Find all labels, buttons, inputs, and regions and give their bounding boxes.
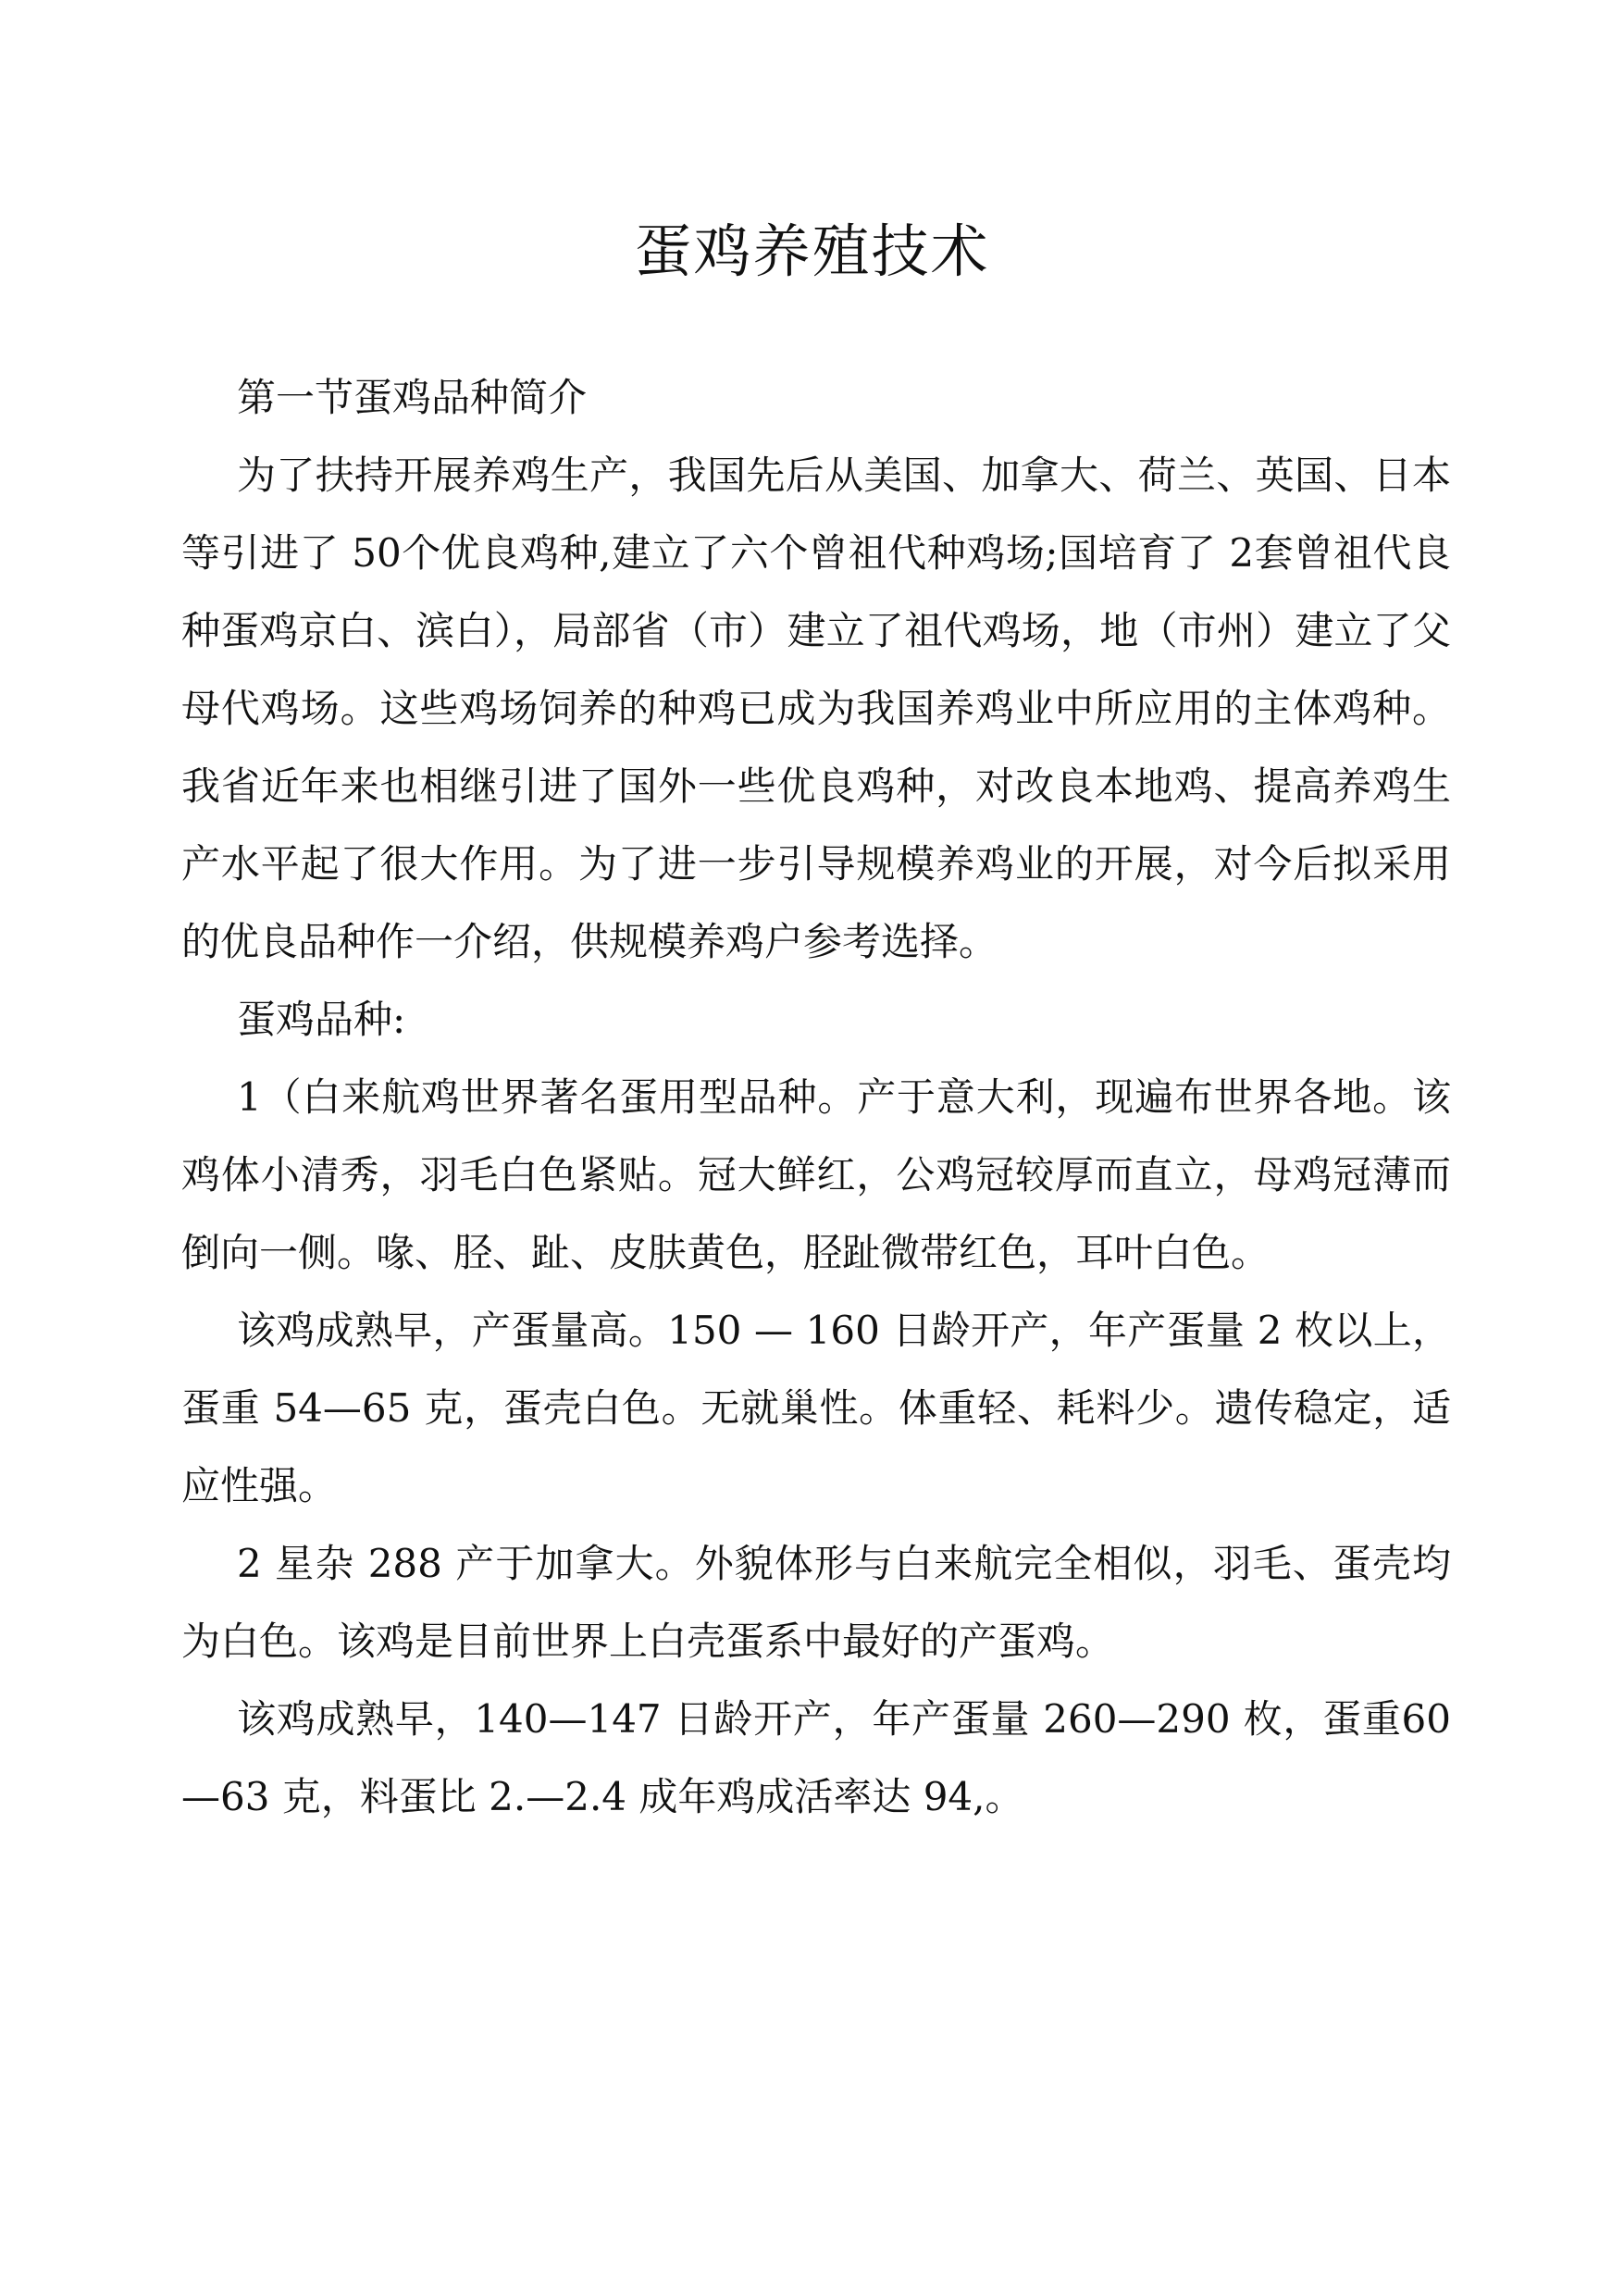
paragraph-white-leghorn: 1（白来航鸡世界著名蛋用型品种。产于意大利，现遍布世界各地。该鸡体小清秀，羽毛白色紧贴。冠大鲜红，公鸡冠较厚而直立，母鸡冠薄而倒向一侧。喙、胫、趾、皮肤黄色，胫趾微带红色，耳叶白色。 (181, 1074, 1451, 1275)
paragraph-starcross-288-performance: 该鸡成熟早，140—147 日龄开产，年产蛋量 260—290 枚，蛋重60—63 克，料蛋比 2.—2.4 成年鸡成活率达 94,。 (181, 1696, 1451, 1819)
document-body (181, 359, 1451, 1836)
paragraph-white-leghorn-performance: 该鸡成熟早，产蛋量高。150 — 160 日龄开产，年产蛋量 2 枚以上，蛋重 54—65 克，蛋壳白色。无就巢性。体重轻、耗料少。遗传稳定，适应性强。 (181, 1308, 1451, 1508)
section-heading: 第一节蛋鸡品种简介 (237, 375, 588, 420)
paragraph-breeds-label: 蛋鸡品种: (237, 997, 406, 1042)
paragraph-intro: 为了扶持开展养鸡生产，我国先后从美国、加拿大、荷兰、英国、日本等引进了 50个优良鸡种,建立了六个曾祖代种鸡场;国培育了 2套曾祖代良种蛋鸡京白、滨白），局部省（市）建立了祖代鸡场，地（市州）建立了父母代鸡场。这些鸡场饲养的种鸡已成为我国养鸡业中所应用的主体鸡种。我省近年来也相继引进了国外一些优良鸡种，对改良本地鸡、提高养鸡生产水平起了很大作用。为了进一步引导规模养鸡业的开展，对今后拟采用的优良品种作一介绍，供规模养鸡户参考选择。 (181, 453, 1451, 964)
paragraph-starcross-288: 2 星杂 288 产于加拿大。外貌体形与白来航完全相似，羽毛、蛋壳均为白色。该鸡是目前世界上白壳蛋系中最好的产蛋鸡。 (181, 1541, 1451, 1664)
document-title: 蛋鸡养殖技术 (634, 217, 990, 285)
